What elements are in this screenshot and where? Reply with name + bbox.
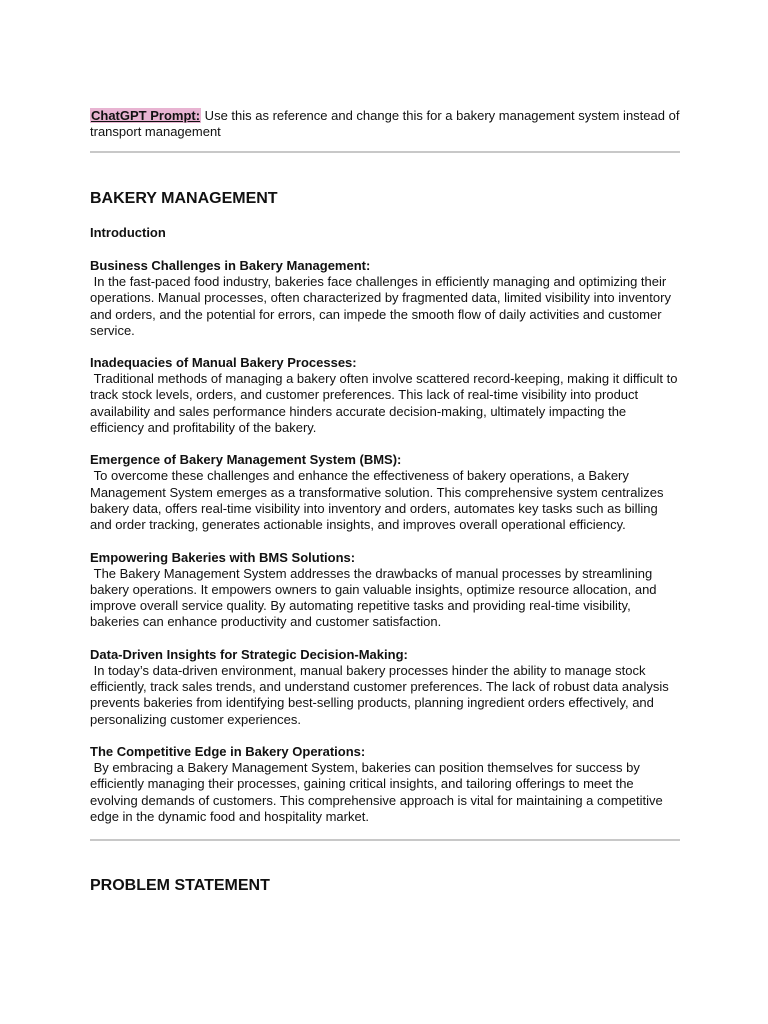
section-title: Inadequacies of Manual Bakery Processes: xyxy=(90,355,357,371)
problem-statement-heading: PROBLEM STATEMENT xyxy=(90,877,270,895)
document-title: BAKERY MANAGEMENT xyxy=(90,190,278,207)
section-manual-processes xyxy=(90,355,680,436)
chatgpt-prompt xyxy=(90,108,680,140)
prompt-text: Use this as reference and change this for a bakery management system instead of transport management xyxy=(90,108,680,139)
introduction-heading: Introduction xyxy=(90,225,166,240)
section-body: In the fast-paced food industry, bakeries face challenges in efficiently managing and optimizing their operations. Manual processes, often characterized by fragmented data, limited visibility into inventory and orders, and the potential for errors, can impede the smooth flow of daily activities and customer service. xyxy=(90,274,675,338)
section-emergence-bms xyxy=(90,452,680,533)
section-body: To overcome these challenges and enhance the effectiveness of bakery operations, a Bakery Management System emerges as a transformative solution. This comprehensive system centralizes bakery data, offers real-time visibility into inventory and orders, automates key tasks such as billing and order tracking, generates actionable insights, and improves overall operational efficiency. xyxy=(90,468,668,533)
section-business-challenges xyxy=(90,258,680,339)
section-body: The Bakery Management System addresses the drawbacks of manual processes by streamlining bakery operations. It empowers owners to gain valuable insights, optimize resource allocation, and improve overall service quality. By automating repetitive tasks and providing real-time visibility, bakeries can enhance productivity and customer satisfaction. xyxy=(90,565,661,630)
section-body: Traditional methods of managing a bakery often involve scattered record-keeping, making it difficult to track stock levels, orders, and customer preferences. This lack of real-time visibility into product availability and sales performance hinders accurate decision-making, ultimately impacting the efficiency and profitability of the bakery. xyxy=(90,371,682,436)
prompt-label: ChatGPT Prompt: xyxy=(91,108,201,123)
horizontal-divider-bottom xyxy=(90,839,680,841)
section-body: By embracing a Bakery Management System, bakeries can position themselves for success by efficiently managing their processes, gaining critical insights, and tailoring offerings to meet the evolving demands of customers. This comprehensive approach is vital for maintaining a competitive edge in the dynamic food and hospitality market. xyxy=(90,759,667,824)
section-title: Data-Driven Insights for Strategic Decision-Making: xyxy=(90,646,408,662)
section-title: Emergence of Bakery Management System (BMS): xyxy=(90,452,402,468)
section-title: Business Challenges in Bakery Management: xyxy=(90,258,371,273)
section-title: Empowering Bakeries with BMS Solutions: xyxy=(90,549,356,565)
sections-container xyxy=(90,258,680,825)
section-data-driven-insights xyxy=(90,647,680,728)
section-title: The Competitive Edge in Bakery Operations: xyxy=(90,743,366,759)
section-empowering-bakeries xyxy=(90,550,680,631)
section-body: In today’s data-driven environment, manual bakery processes hinder the ability to manage stock efficiently, track sales trends, and understand customer preferences. The lack of robust data analysis prevents bakeries from identifying best-selling products, planning ingredient orders effectively, and personalizing customer experiences. xyxy=(90,662,673,727)
document-page xyxy=(90,108,680,896)
section-competitive-edge xyxy=(90,744,680,825)
horizontal-divider-top xyxy=(90,151,680,153)
